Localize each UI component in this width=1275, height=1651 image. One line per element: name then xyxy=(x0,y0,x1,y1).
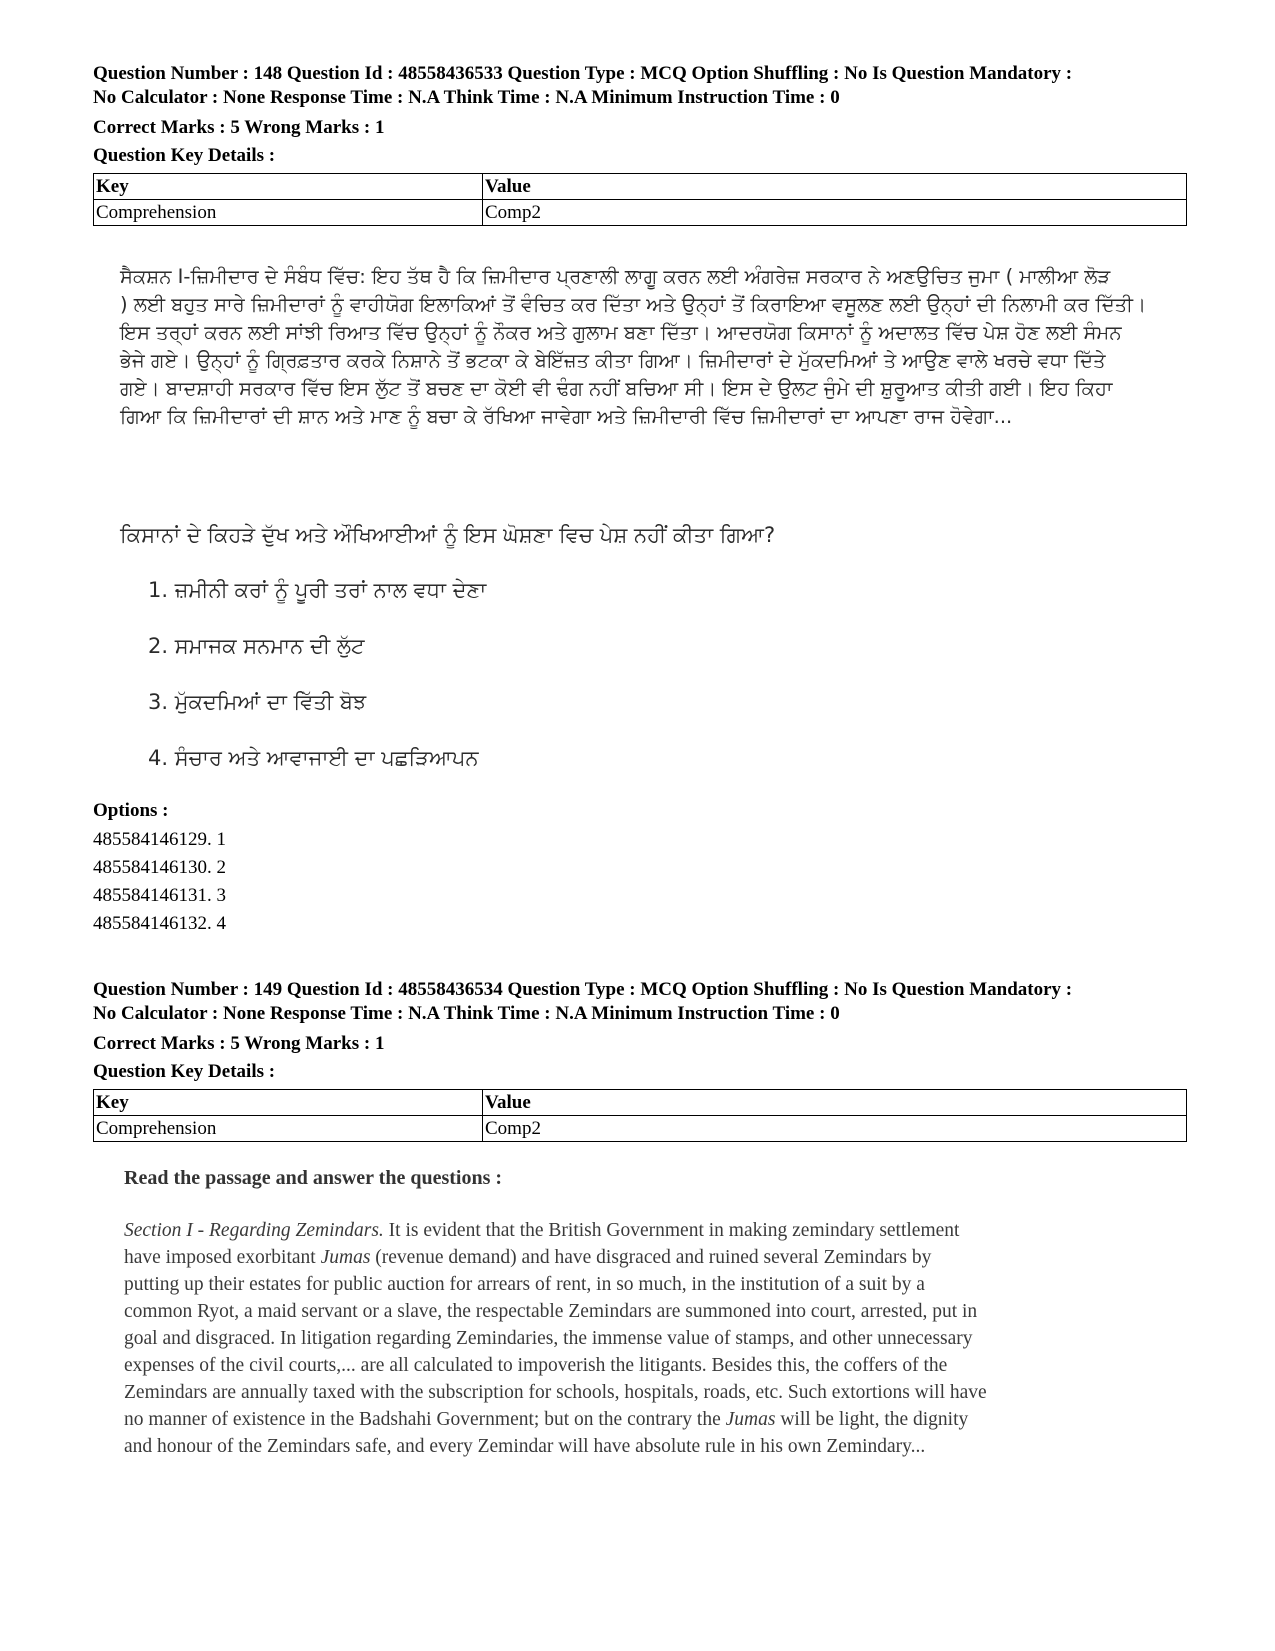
meta-line-1: Question Number : 148 Question Id : 48558436533 Question Type : MCQ Option Shuffling : No Is Question Mandatory : xyxy=(93,63,1073,84)
statement-1: 1. ਜ਼ਮੀਨੀ ਕਰਾਂ ਨੂੰ ਪੂਰੀ ਤਰਾਂ ਨਾਲ ਵਧਾ ਦੇਣਾ xyxy=(148,578,487,602)
statement-2: 2. ਸਮਾਜਕ ਸਨਮਾਨ ਦੀ ਲੁੱਟ xyxy=(148,634,365,658)
option-item: 485584146131. 3 xyxy=(93,885,226,906)
table-header-row xyxy=(94,174,1187,200)
passage-line: goal and disgraced. In litigation regarding Zemindaries, the immense value of stamps, and other unnecessary xyxy=(124,1328,973,1349)
value-header: Value xyxy=(483,174,1187,200)
punjabi-passage xyxy=(120,263,1180,431)
meta-line-2: No Calculator : None Response Time : N.A Think Time : N.A Minimum Instruction Time : 0 xyxy=(93,1003,840,1024)
passage-line: have imposed exorbitant Jumas (revenue demand) and have disgraced and ruined several Zemindars by xyxy=(124,1247,932,1268)
passage-line: ਸੈਕਸ਼ਨ I-ਜ਼ਿਮੀਦਾਰ ਦੇ ਸੰਬੰਧ ਵਿੱਚ: ਇਹ ਤੱਥ ਹੈ ਕਿ ਜ਼ਿਮੀਦਾਰ ਪ੍ਰਣਾਲੀ ਲਾਗੂ ਕਰਨ ਲਈ ਅੰਗਰੇਜ਼ ਸਰਕਾਰ ਨੇ ਅਣਉਚਿਤ ਜੁਮਾ ( ਮਾਲੀਆ ਲੋੜ xyxy=(120,265,1111,288)
value-header: Value xyxy=(483,1090,1187,1116)
passage-line: ਇਸ ਤਰ੍ਹਾਂ ਕਰਨ ਲਈ ਸਾਂਝੀ ਰਿਆਤ ਵਿੱਚ ਉਨ੍ਹਾਂ ਨੂੰ ਨੌਕਰ ਅਤੇ ਗੁਲਾਮ ਬਣਾ ਦਿੱਤਾ। ਆਦਰਯੋਗ ਕਿਸਾਨਾਂ ਨੂੰ ਅਦਾਲਤ ਵਿੱਚ ਪੇਸ਼ ਹੋਣ ਲਈ ਸੰਮਨ xyxy=(120,321,1122,344)
option-item: 485584146129. 1 xyxy=(93,829,226,850)
passage-line: Section I - Regarding Zemindars. It is evident that the British Government in making zemindary settlement xyxy=(124,1220,960,1241)
passage-line: Zemindars are annually taxed with the subscription for schools, hospitals, roads, etc. Such extortions will have xyxy=(124,1382,987,1403)
english-passage xyxy=(124,1217,1182,1460)
section-title: Section I - Regarding Zemindars. xyxy=(124,1220,384,1241)
punjabi-question: ਕਿਸਾਨਾਂ ਦੇ ਕਿਹੜੇ ਦੁੱਖ ਅਤੇ ਔਖਿਆਈਆਂ ਨੂੰ ਇਸ ਘੋਸ਼ਣਾ ਵਿਚ ਪੇਸ਼ ਨਹੀਂ ਕੀਤਾ ਗਿਆ? xyxy=(120,523,776,547)
question-149-block xyxy=(93,978,1183,1142)
key-details-label: Question Key Details : xyxy=(93,1061,276,1082)
table-row xyxy=(94,1116,1187,1142)
statement-4: 4. ਸੰਚਾਰ ਅਤੇ ਆਵਾਜਾਈ ਦਾ ਪਛੜਿਆਪਨ xyxy=(148,746,479,770)
key-details-label: Question Key Details : xyxy=(93,145,276,166)
passage-line: ਗਏ। ਬਾਦਸ਼ਾਹੀ ਸਰਕਾਰ ਵਿੱਚ ਇਸ ਲੁੱਟ ਤੋਂ ਬਚਣ ਦਾ ਕੋਈ ਵੀ ਢੰਗ ਨਹੀਂ ਬਚਿਆ ਸੀ। ਇਸ ਦੇ ਉਲਟ ਜੁੰਮੇ ਦੀ ਸ਼ੁਰੂਆਤ ਕੀਤੀ ਗਈ। ਇਹ ਕਿਹਾ xyxy=(120,377,1113,400)
table-header-row xyxy=(94,1090,1187,1116)
question-148-block xyxy=(93,62,1183,226)
meta-line-2: No Calculator : None Response Time : N.A Think Time : N.A Minimum Instruction Time : 0 xyxy=(93,87,840,108)
options-label: Options : xyxy=(93,800,169,821)
question-148-meta xyxy=(93,62,1183,110)
passage-line: ) ਲਈ ਬਹੁਤ ਸਾਰੇ ਜ਼ਿਮੀਦਾਰਾਂ ਨੂੰ ਵਾਹੀਯੋਗ ਇਲਾਕਿਆਂ ਤੋਂ ਵੰਚਿਤ ਕਰ ਦਿੱਤਾ ਅਤੇ ਉਨ੍ਹਾਂ ਤੋਂ ਕਿਰਾਇਆ ਵਸੂਲਣ ਲਈ ਉਨ੍ਹਾਂ ਦੀ ਨਿਲਾਮੀ ਕਰ ਦਿੱਤੀ। xyxy=(120,293,1147,316)
passage-line: ਗਿਆ ਕਿ ਜ਼ਿਮੀਦਾਰਾਂ ਦੀ ਸ਼ਾਨ ਅਤੇ ਮਾਣ ਨੂੰ ਬਚਾ ਕੇ ਰੱਖਿਆ ਜਾਵੇਗਾ ਅਤੇ ਜ਼ਿਮੀਦਾਰੀ ਵਿੱਚ ਜ਼ਿਮੀਦਾਰਾਂ ਦਾ ਆਪਣਾ ਰਾਜ ਹੋਵੇਗਾ... xyxy=(120,405,1013,428)
option-item: 485584146132. 4 xyxy=(93,913,226,934)
value-cell: Comp2 xyxy=(483,200,1187,226)
options-list xyxy=(93,826,226,938)
marks-line: Correct Marks : 5 Wrong Marks : 1 xyxy=(93,1033,385,1054)
key-value-table xyxy=(93,1089,1187,1142)
passage-line: and honour of the Zemindars safe, and every Zemindar will have absolute rule in his own Zemindary... xyxy=(124,1436,926,1457)
key-value-table xyxy=(93,173,1187,226)
passage-line: common Ryot, a maid servant or a slave, the respectable Zemindars are summoned into court, arrested, put in xyxy=(124,1301,978,1322)
passage-heading: Read the passage and answer the questions : xyxy=(124,1167,503,1189)
key-cell: Comprehension xyxy=(94,200,483,226)
meta-line-1: Question Number : 149 Question Id : 48558436534 Question Type : MCQ Option Shuffling : No Is Question Mandatory : xyxy=(93,979,1073,1000)
passage-line: no manner of existence in the Badshahi Government; but on the contrary the Jumas will be light, the dignity xyxy=(124,1409,969,1430)
key-cell: Comprehension xyxy=(94,1116,483,1142)
table-row xyxy=(94,200,1187,226)
passage-line: putting up their estates for public auction for arrears of rent, in so much, in the institution of a suit by a xyxy=(124,1274,925,1295)
key-header: Key xyxy=(94,1090,483,1116)
statement-3: 3. ਮੁੱਕਦਮਿਆਂ ਦਾ ਵਿੱਤੀ ਬੋਝ xyxy=(148,690,367,714)
passage-line: ਭੇਜੇ ਗਏ। ਉਨ੍ਹਾਂ ਨੂੰ ਗ੍ਰਿਫ਼ਤਾਰ ਕਰਕੇ ਨਿਸ਼ਾਨੇ ਤੋਂ ਭਟਕਾ ਕੇ ਬੇਇੱਜ਼ਤ ਕੀਤਾ ਗਿਆ। ਜ਼ਿਮੀਦਾਰਾਂ ਦੇ ਮੁੱਕਦਮਿਆਂ ਤੇ ਆਉਣ ਵਾਲੇ ਖਰਚੇ ਵਧਾ ਦਿੱਤੇ xyxy=(120,349,1106,372)
passage-line: expenses of the civil courts,... are all calculated to impoverish the litigants. Besides this, the coffers of the xyxy=(124,1355,948,1376)
option-item: 485584146130. 2 xyxy=(93,857,226,878)
key-header: Key xyxy=(94,174,483,200)
question-149-meta xyxy=(93,978,1183,1026)
value-cell: Comp2 xyxy=(483,1116,1187,1142)
marks-line: Correct Marks : 5 Wrong Marks : 1 xyxy=(93,117,385,138)
